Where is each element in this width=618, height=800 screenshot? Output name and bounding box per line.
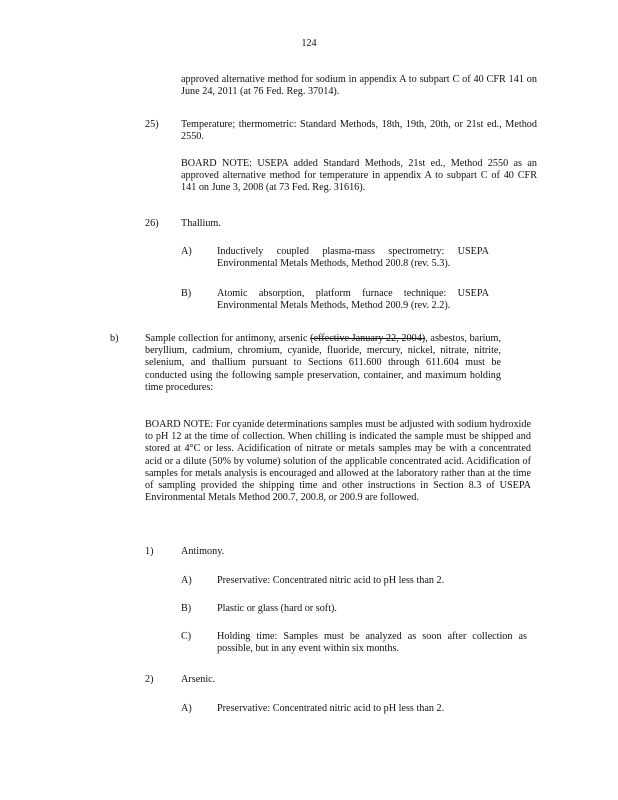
item-2-title: Arsenic.: [181, 674, 216, 685]
item-1-a-text: Preservative: Concentrated nitric acid to pH less than 2.: [217, 575, 445, 586]
item-1-b-label: B): [181, 603, 192, 614]
section-b-text-before: Sample collection for antimony, arsenic: [145, 333, 308, 344]
item-25-label: 25): [145, 119, 159, 130]
item-1-label: 1): [145, 546, 154, 557]
item-1-a-label: A): [181, 575, 192, 586]
item-26-a-label: A): [181, 246, 192, 257]
section-b-struck-text: (effective January 22, 2004): [310, 333, 426, 344]
item-2-a-text: Preservative: Concentrated nitric acid to pH less than 2.: [217, 703, 445, 714]
section-b-board-note: BOARD NOTE: For cyanide determinations samples must be adjusted with sodium hydroxide to pH 12 at the time of collection. When chilling is indicated the sample must be shipped and stored at 4°C or less. Acidification of nitrate or metals samples may be with a concentrated acid or a dilute (50% by volume) solution of the applicable concentrated acid. Acidification of samples for metals analysis is encouraged and allowed at the laboratory rather than at the time of sampling provided the shipping time and other instructions in Section 8.3 of USEPA Environmental Metals Method 200.7, 200.8, or 200.9 are followed.: [145, 419, 531, 504]
item-2-label: 2): [145, 674, 154, 685]
section-b-text: [145, 333, 501, 394]
item-1-b-text: Plastic or glass (hard or soft).: [217, 603, 337, 614]
item-26-label: 26): [145, 218, 159, 229]
item-1-c-label: C): [181, 631, 192, 642]
item-26-a-text: Inductively coupled plasma-mass spectrometry: USEPA Environmental Metals Methods, Method 200.8 (rev. 5.3).: [217, 246, 489, 270]
item-25-board-note: BOARD NOTE: USEPA added Standard Methods, 21st ed., Method 2550 as an approved alternative method for temperature in appendix A to subpart C of 40 CFR 141 on June 3, 2008 (at 73 Fed. Reg. 31616).: [181, 158, 537, 194]
intro-paragraph: approved alternative method for sodium in appendix A to subpart C of 40 CFR 141 on June 24, 2011 (at 76 Fed. Reg. 37014).: [181, 74, 537, 98]
item-25-text: Temperature; thermometric: Standard Methods, 18th, 19th, 20th, or 21st ed., Method 2550.: [181, 119, 537, 143]
item-26-b-text: Atomic absorption, platform furnace technique: USEPA Environmental Metals Methods, Method 200.9 (rev. 2.2).: [217, 288, 489, 312]
page-number: 124: [301, 38, 317, 49]
item-26-title: Thallium.: [181, 218, 221, 229]
item-2-a-label: A): [181, 703, 192, 714]
item-1-c-text: Holding time: Samples must be analyzed as soon after collection as possible, but in any event within six months.: [217, 631, 527, 655]
section-b-text-after: , asbestos, barium, beryllium, cadmium, chromium, cyanide, fluoride, mercury, nickel, nitrate, nitrite, selenium, and thallium pursuant to Sections 611.600 through 611.604 must be conducted using the following sample preservation, container, and maximum holding time procedures:: [145, 333, 501, 393]
item-1-title: Antimony.: [181, 546, 225, 557]
section-b-label: b): [110, 333, 119, 344]
item-26-b-label: B): [181, 288, 192, 299]
